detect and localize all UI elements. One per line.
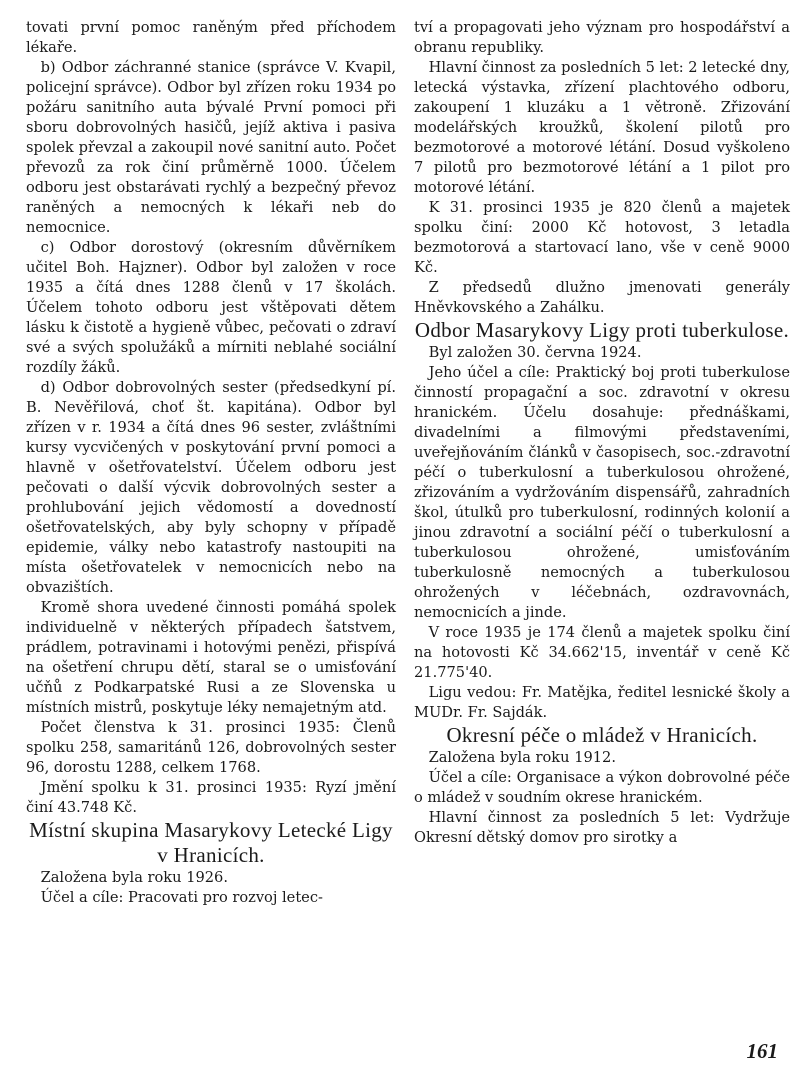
paragraph: c) Odbor dorostový (okresním důvěrníkem učitel Boh. Hajzner). Odbor byl založen v roce 1935 a čítá dnes 1288 členů v 17 školách. Účelem tohoto odboru jest vštěpovati dětem lásku k čistotě a hygieně vůbec, pečovati o zdraví své a svých spolužáků a mírniti neblahé sociální rozdíly žáků. bbox=[26, 239, 396, 376]
paragraph: Založena byla roku 1912. bbox=[428, 749, 616, 766]
paragraph: Založena byla roku 1926. bbox=[40, 869, 228, 886]
paragraph: d) Odbor dobrovolných sester (předsedkyní pí. B. Nevěřilová, choť št. kapitána). Odbor byl zřízen v r. 1934 a čítá dnes 96 sester, zvláštními kursy vycvičených v poskytování první pomoci a hlavně v ošetřovatelství. Účelem odboru jest pečovati o další výcvik dobrovolných sester a prohlubování jejich vědomostí a dovedností ošetřovatelských, aby byly schopny v případě epidemie, války nebo katastrofy nastoupiti na místa ošetřovatelek v nemocnicích nebo na obvazištích. bbox=[26, 379, 396, 596]
paragraph: Kromě shora uvedené činnosti pomáhá spolek individuelně v některých případech šatstvem, prádlem, potravinami i hotovými penězi, přispívá na ošetření chrupu dětí, staral se o umisťování učňů z Podkarpatské Rusi a ze Slovenska u místních mistrů, poskytuje léky nemajetným atd. bbox=[26, 599, 396, 716]
paragraph: Účel a cíle: Organisace a výkon dobrovolné péče o mládež v soudním okrese hranickém. bbox=[414, 769, 790, 806]
paragraph: Hlavní činnost za posledních 5 let: Vydržuje Okresní dětský domov pro sirotky a bbox=[414, 809, 790, 846]
left-column bbox=[26, 18, 396, 908]
paragraph: K 31. prosinci 1935 je 820 členů a majetek spolku činí: 2000 Kč hotovost, 3 letadla bezmotorová a startovací lano, vše v ceně 9000 Kč. bbox=[414, 199, 790, 276]
paragraph: tovati první pomoc raněným před příchodem lékaře. bbox=[26, 19, 396, 56]
paragraph: Jmění spolku k 31. prosinci 1935: Ryzí jmění činí 43.748 Kč. bbox=[26, 779, 396, 816]
right-column bbox=[414, 18, 790, 848]
paragraph: V roce 1935 je 174 členů a majetek spolku činí na hotovosti Kč 34.662'15, inventář v ceně Kč 21.775'40. bbox=[414, 624, 790, 681]
paragraph: Byl založen 30. června 1924. bbox=[428, 344, 642, 361]
page-number: 161 bbox=[746, 1039, 778, 1063]
paragraph: Hlavní činnost za posledních 5 let: 2 letecké dny, letecká výstavka, zřízení plachtového odboru, zakoupení 1 kluzáku a 1 větroně. Zřizování modelářských kroužků, školení pilotů pro bezmotorové a motorové létání. Dosud vyškoleno 7 pilotů pro bezmotorové létání a 1 pilot pro motorové létání. bbox=[414, 59, 790, 196]
paragraph: Jeho účel a cíle: Praktický boj proti tuberkulose činností propagační a soc. zdravotní v okresu hranickém. Účelu dosahuje: přednáškami, divadelními a filmovými představeními, uveřejňováním článků v časopisech, soc.-zdravotní péčí o tuberkulosní a tuberkulosou ohrožené, zřizováním a vydržováním dispensářů, zahradních škol, útulků pro tuberkulosní, rodinných kolonií a jinou zdravotní a sociální péčí o tuberkulosní a tuberkulosou ohrožené, umisťováním tuberkulosně nemocných a tuberkulosou ohrožených v léčebnách, ozdravovnách, nemocnicích a jinde. bbox=[414, 364, 790, 621]
paragraph: b) Odbor záchranné stanice (správce V. Kvapil, policejní správce). Odbor byl zřízen roku 1934 po požáru sanitního auta bývalé První pomoci při sboru dobrovolných hasičů, jejíž aktiva i pasiva spolek převzal a zakoupil nové sanitní auto. Počet převozů za rok činí průměrně 1000. Účelem odboru jest obstarávati rychlý a bezpečný převoz raněných a nemocných k lékaři neb do nemocnice. bbox=[26, 59, 396, 236]
section-heading: Okresní péče o mládež v Hranicích. bbox=[446, 723, 758, 747]
paragraph: Účel a cíle: Pracovati pro rozvoj letec- bbox=[40, 889, 323, 906]
paragraph: Počet členstva k 31. prosinci 1935: Členů spolku 258, samaritánů 126, dobrovolných sester 96, dorostu 1288, celkem 1768. bbox=[26, 719, 396, 776]
section-heading: Místní skupina Masarykovy Letecké Ligy v Hranicích. bbox=[29, 818, 393, 867]
paragraph: Ligu vedou: Fr. Matějka, ředitel lesnické školy a MUDr. Fr. Sajdák. bbox=[414, 684, 790, 721]
paragraph: tví a propagovati jeho význam pro hospodářství a obranu republiky. bbox=[414, 19, 790, 56]
paragraph: Z předsedů dlužno jmenovati generály Hněvkovského a Zahálku. bbox=[414, 279, 790, 316]
section-heading: Odbor Masarykovy Ligy proti tuberkulose. bbox=[414, 318, 790, 342]
